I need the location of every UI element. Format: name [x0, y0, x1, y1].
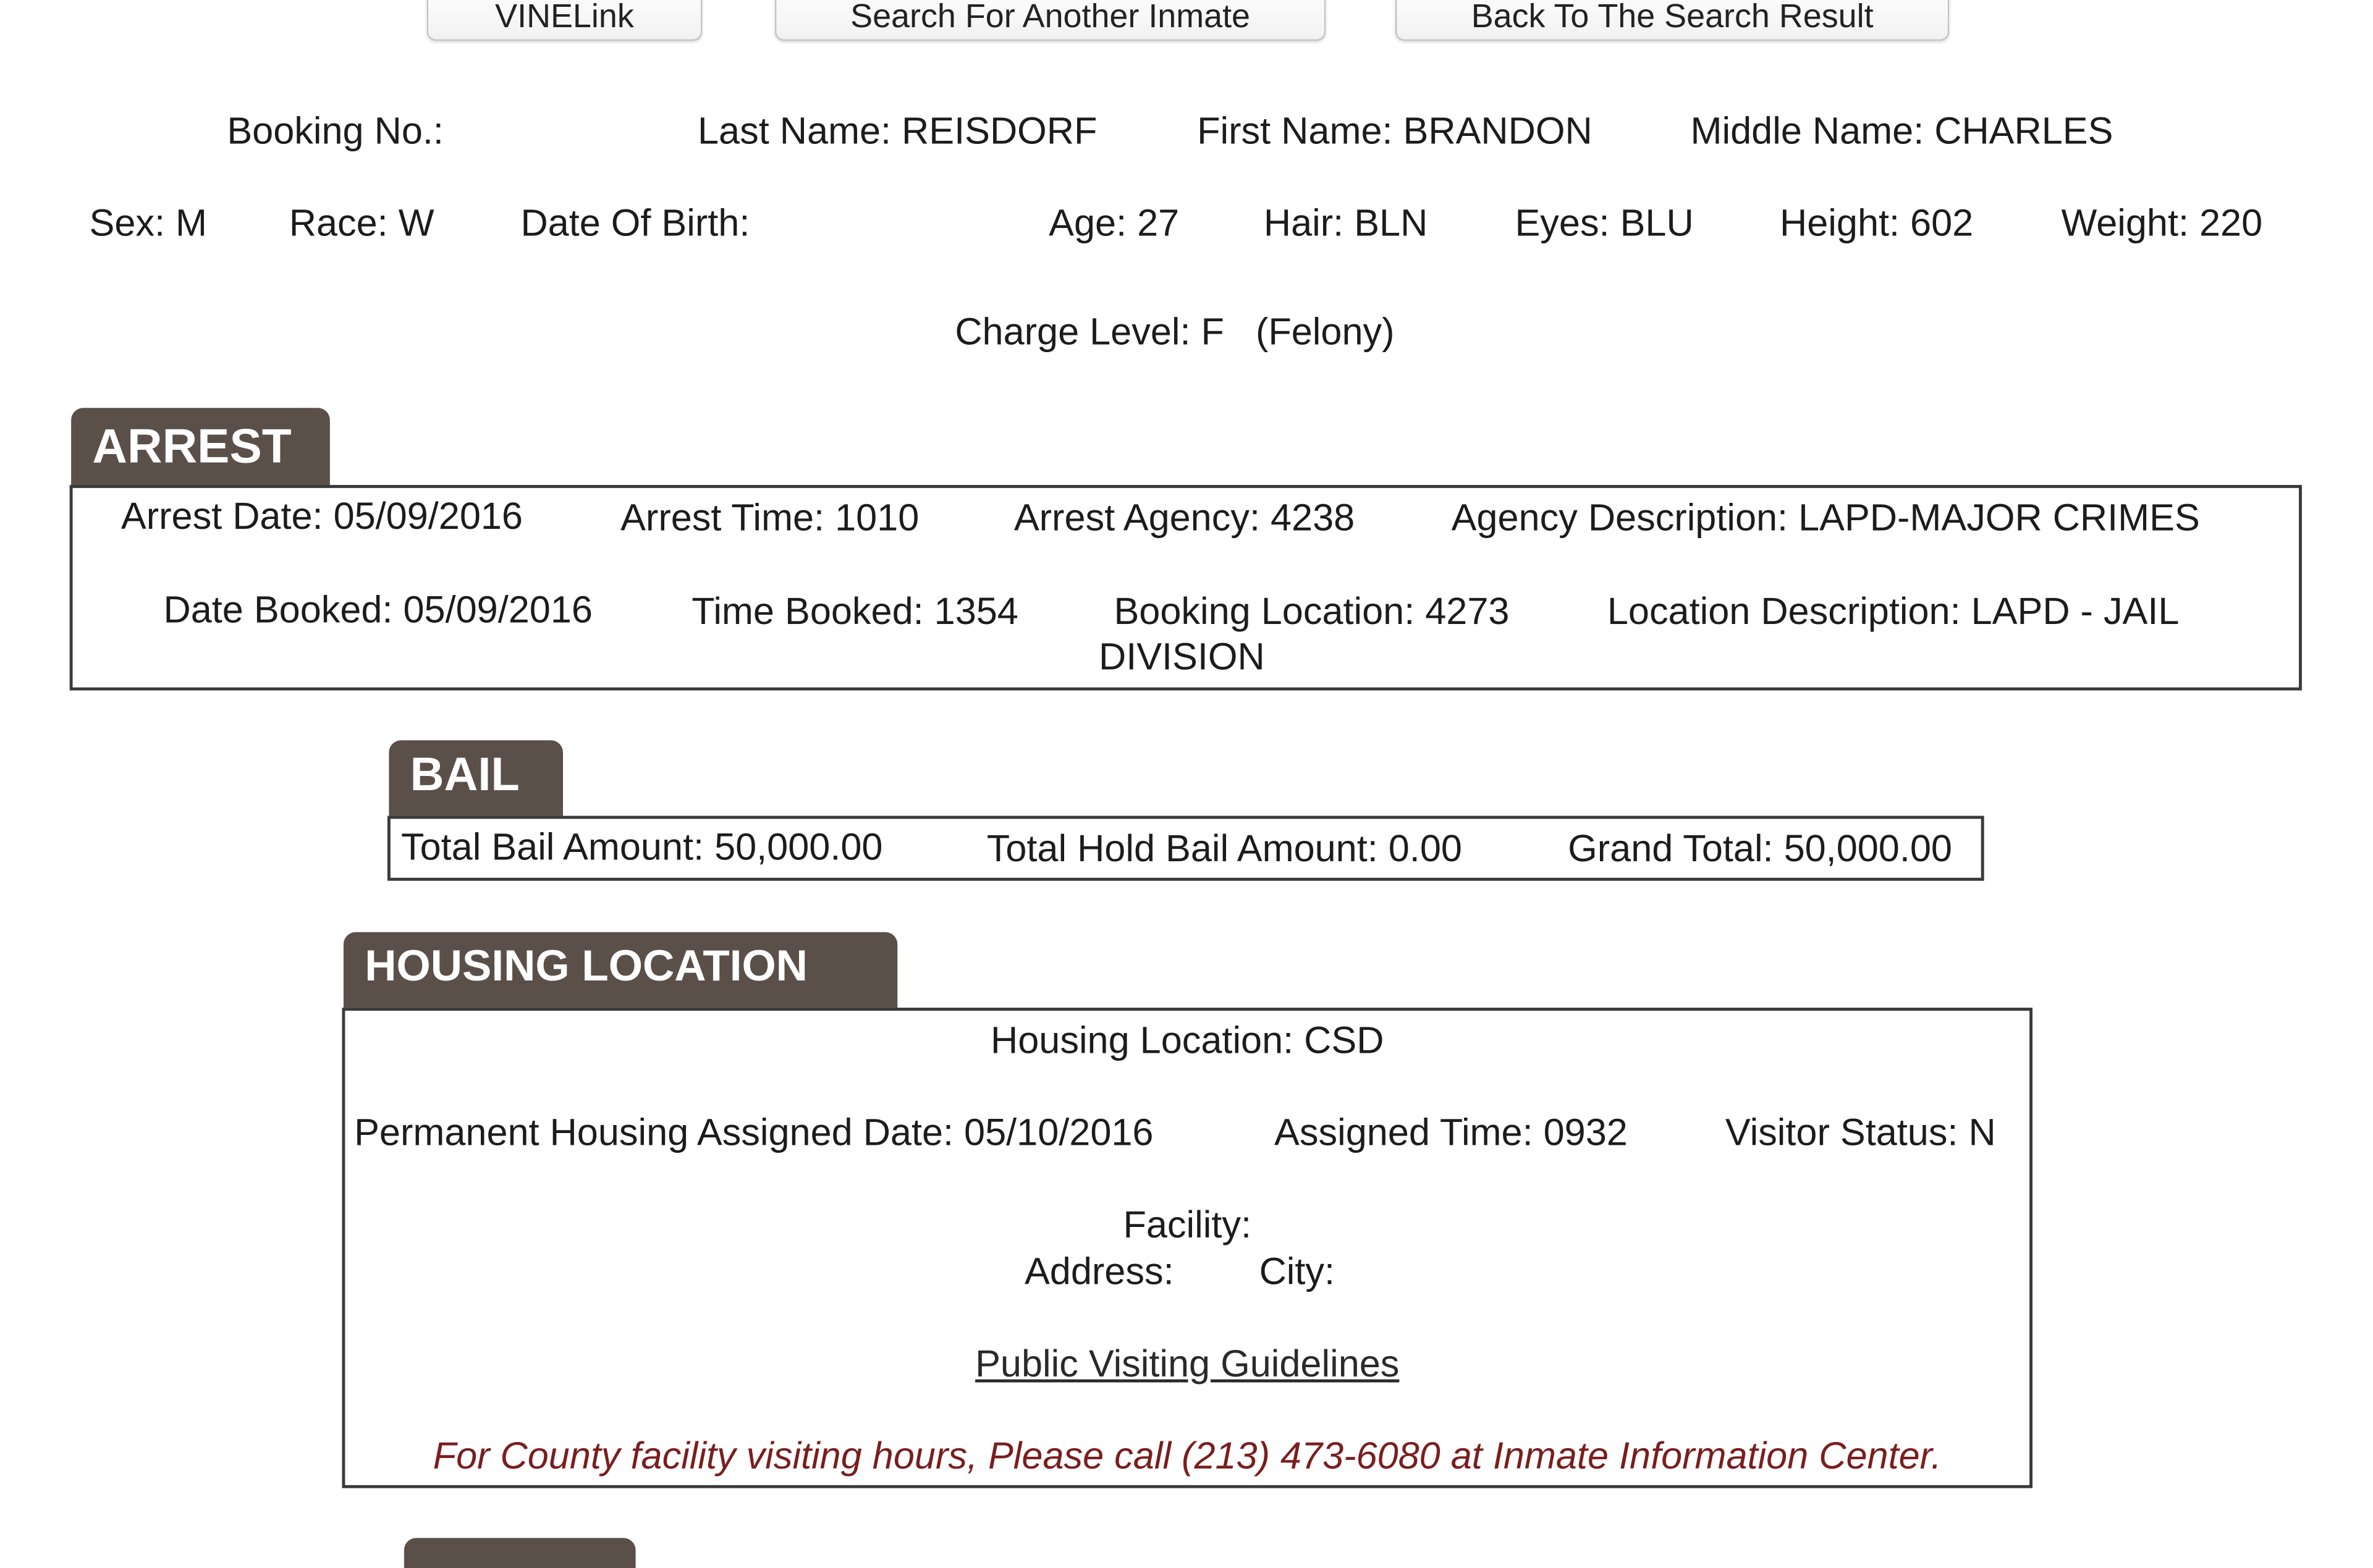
- sex: Sex: M: [89, 202, 208, 245]
- location-description: Location Description: LAPD - JAIL: [1607, 591, 2180, 633]
- grand-total: Grand Total: 50,000.00: [1568, 828, 1952, 870]
- first-name: First Name: BRANDON: [1197, 110, 1593, 153]
- city: City:: [1259, 1250, 1335, 1294]
- permanent-housing-assigned-date: Permanent Housing Assigned Date: 05/10/2016: [354, 1111, 1154, 1155]
- next-section-tab: [404, 1538, 636, 1568]
- arrest-date: Arrest Date: 05/09/2016: [121, 495, 523, 538]
- hair: Hair: BLN: [1263, 202, 1428, 245]
- visitor-status: Visitor Status: N: [1725, 1111, 1996, 1155]
- charge-level: Charge Level: F (Felony): [955, 311, 1395, 354]
- vinelink-button[interactable]: VINELink: [427, 0, 703, 41]
- arrest-panel: [70, 485, 2302, 691]
- booking-location: Booking Location: 4273: [1114, 591, 1510, 633]
- race: Race: W: [289, 202, 434, 245]
- back-to-search-result-button[interactable]: Back To The Search Result: [1395, 0, 1949, 41]
- total-bail-amount: Total Bail Amount: 50,000.00: [400, 826, 883, 869]
- total-hold-bail-amount: Total Hold Bail Amount: 0.00: [986, 828, 1462, 870]
- weight: Weight: 220: [2061, 202, 2263, 245]
- middle-name: Middle Name: CHARLES: [1690, 110, 2113, 153]
- location-description-continued: DIVISION: [1098, 636, 1265, 678]
- arrest-agency: Arrest Agency: 4238: [1013, 497, 1355, 540]
- booking-number: Booking No.:: [227, 110, 444, 153]
- arrest-section-tab: ARREST: [71, 408, 330, 488]
- date-of-birth: Date Of Birth:: [520, 202, 750, 245]
- housing-location-panel: [342, 1008, 2032, 1488]
- arrest-time: Arrest Time: 1010: [620, 497, 920, 540]
- bail-section-tab: BAIL: [389, 740, 563, 819]
- housing-location-section-tab: HOUSING LOCATION: [344, 932, 897, 1011]
- public-visiting-guidelines-link[interactable]: Public Visiting Guidelines: [975, 1342, 1400, 1386]
- visiting-hours-note: For County facility visiting hours, Please call (213) 473-6080 at Inmate Information Center.: [433, 1435, 1942, 1478]
- housing-location: Housing Location: CSD: [991, 1019, 1384, 1063]
- date-booked: Date Booked: 05/09/2016: [163, 589, 593, 632]
- last-name: Last Name: REISDORF: [697, 110, 1098, 153]
- search-another-inmate-button[interactable]: Search For Another Inmate: [775, 0, 1326, 41]
- agency-description: Agency Description: LAPD-MAJOR CRIMES: [1451, 497, 2200, 540]
- bail-panel: [387, 816, 1984, 881]
- address: Address:: [1024, 1250, 1174, 1294]
- height: Height: 602: [1780, 202, 1974, 245]
- assigned-time: Assigned Time: 0932: [1274, 1111, 1628, 1155]
- eyes: Eyes: BLU: [1515, 202, 1694, 245]
- time-booked: Time Booked: 1354: [692, 591, 1018, 633]
- age: Age: 27: [1049, 202, 1180, 245]
- facility: Facility:: [1123, 1203, 1251, 1247]
